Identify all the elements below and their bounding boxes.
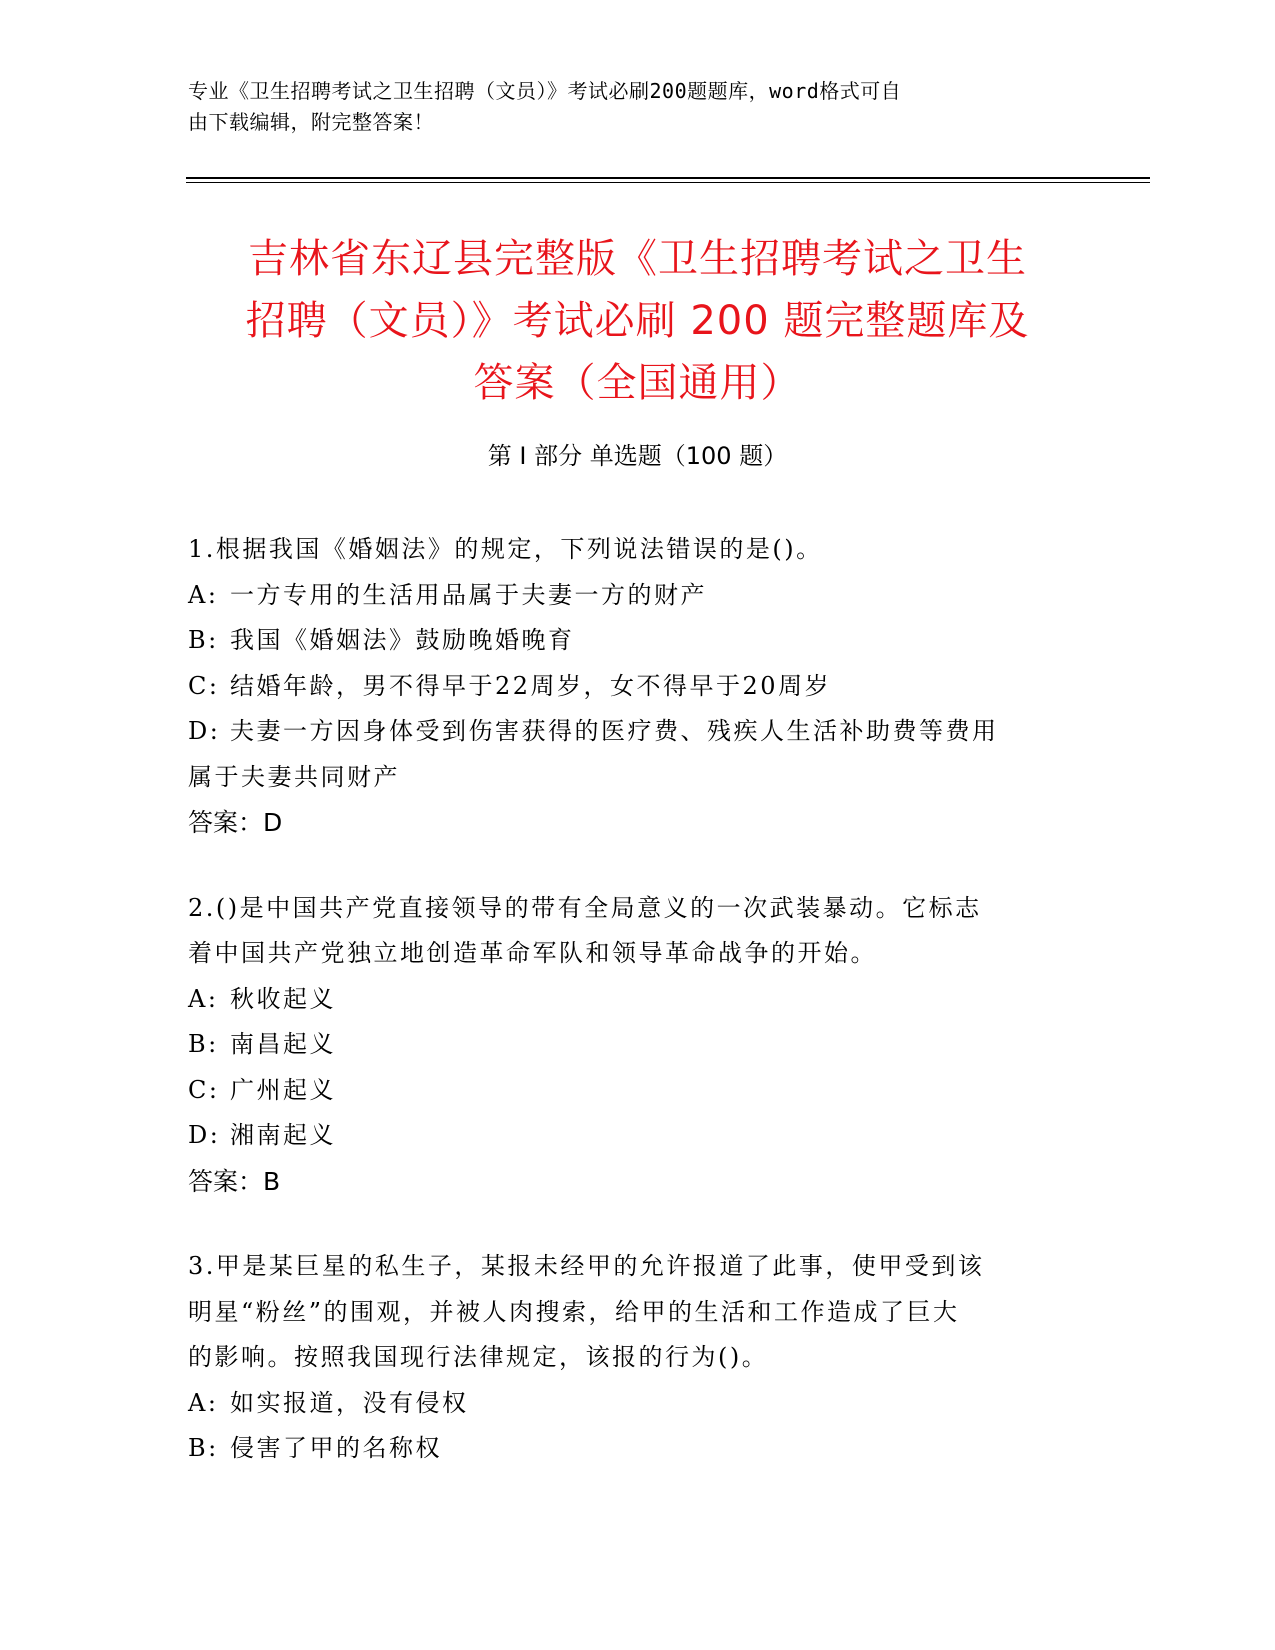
question-list — [188, 527, 1068, 1512]
header-note-line-2: 由下载编辑，附完整答案！ — [188, 110, 434, 134]
option-a — [188, 1381, 1068, 1427]
title-line-2: 招聘（文员）》考试必刷 200 题完整题库及 — [245, 298, 1030, 344]
option-key: A: — [188, 580, 219, 609]
option-b — [188, 1426, 1068, 1472]
option-key: A: — [188, 984, 219, 1013]
option-text: 秋收起义 — [230, 984, 336, 1013]
answer-line: 答案：D — [188, 808, 283, 837]
option-text: 结婚年龄，男不得早于22周岁，女不得早于20周岁 — [230, 671, 832, 700]
option-b — [188, 618, 1068, 664]
option-text: 湘南起义 — [230, 1121, 336, 1149]
option-key: A: — [188, 1388, 219, 1417]
option-c — [188, 1068, 1068, 1114]
option-key: C: — [188, 1075, 220, 1104]
option-text: 侵害了甲的名称权 — [230, 1434, 442, 1462]
option-key: B: — [188, 1030, 219, 1058]
option-text: 南昌起义 — [230, 1030, 336, 1058]
option-text: 如实报道，没有侵权 — [230, 1388, 469, 1417]
question-stem: 3.甲是某巨星的私生子，某报未经甲的允许报道了此事，使甲受到该 — [188, 1252, 985, 1280]
question-3 — [188, 1244, 1068, 1472]
option-a — [188, 573, 1068, 619]
question-stem-continued: 明星“粉丝”的围观，并被人肉搜索，给甲的生活和工作造成了巨大 — [188, 1297, 960, 1326]
title-line-1: 吉林省东辽县完整版《卫生招聘考试之卫生 — [248, 236, 1027, 282]
section-heading: 第 I 部分 单选题（100 题） — [487, 442, 788, 470]
question-2 — [188, 886, 1068, 1205]
header-note — [188, 76, 1068, 138]
option-key: D: — [188, 717, 221, 745]
title-line-3: 答案（全国通用） — [473, 360, 802, 406]
option-c — [188, 664, 1068, 710]
header-divider-thin — [186, 182, 1150, 183]
header-divider-thick — [186, 177, 1150, 179]
question-1 — [188, 527, 1068, 846]
option-d — [188, 1113, 1068, 1159]
question-stem-continued: 着中国共产党独立地创造革命军队和领导革命战争的开始。 — [188, 939, 877, 967]
question-stem-continued: 的影响。按照我国现行法律规定，该报的行为()。 — [188, 1343, 769, 1371]
document-title — [150, 228, 1125, 414]
option-b — [188, 1022, 1068, 1068]
answer-line: 答案：B — [188, 1166, 281, 1196]
option-d — [188, 709, 1068, 755]
option-key: C: — [188, 671, 220, 700]
option-text: 一方专用的生活用品属于夫妻一方的财产 — [230, 580, 707, 609]
header-note-line-1: 专业《卫生招聘考试之卫生招聘（文员）》考试必刷200题题库，word格式可自 — [188, 79, 902, 103]
option-text: 广州起义 — [230, 1075, 336, 1104]
option-text: 夫妻一方因身体受到伤害获得的医疗费、残疾人生活补助费等费用 — [230, 717, 999, 745]
question-stem: 1.根据我国《婚姻法》的规定，下列说法错误的是()。 — [188, 535, 823, 563]
option-text: 我国《婚姻法》鼓励晚婚晚育 — [230, 626, 575, 654]
option-key: B: — [188, 626, 219, 654]
option-a — [188, 977, 1068, 1023]
option-key: D: — [188, 1121, 221, 1149]
option-key: B: — [188, 1434, 219, 1462]
option-d-continued: 属于夫妻共同财产 — [188, 762, 400, 791]
question-stem: 2.()是中国共产党直接领导的带有全局意义的一次武装暴动。它标志 — [188, 893, 982, 922]
